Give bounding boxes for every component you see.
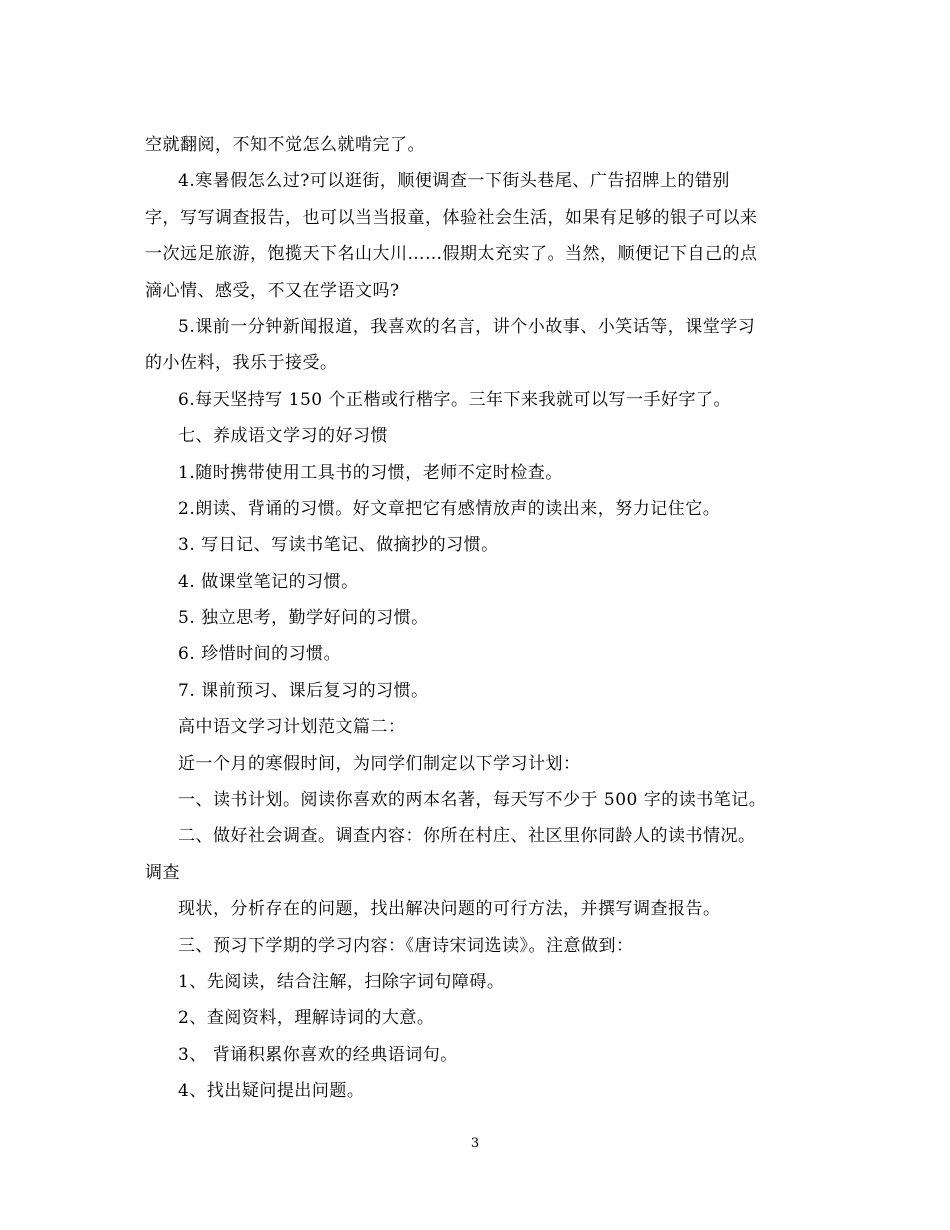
text-line: 字，写写调查报告，也可以当当报童，体验社会生活，如果有足够的银子可以来 <box>145 207 758 228</box>
list-item: 二、做好社会调查。调查内容：你所在村庄、社区里你同龄人的读书情况。 <box>178 826 756 847</box>
list-item: 7. 课前预习、课后复习的习惯。 <box>178 680 429 701</box>
text-line: 现状，分析存在的问题，找出解决问题的可行方法，并撰写调查报告。 <box>178 899 721 920</box>
list-item: 2.朗读、背诵的习惯。好文章把它有感情放声的读出来，努力记住它。 <box>178 498 721 519</box>
body-text <box>145 127 810 1110</box>
text-line: 滴心情、感受，不又在学语文吗? <box>145 280 400 301</box>
page-number: 3 <box>470 1136 480 1151</box>
list-item: 4、找出疑问提出问题。 <box>178 1081 365 1102</box>
list-item: 2、查阅资料，理解诗词的大意。 <box>178 1008 435 1029</box>
text-line: 一次远足旅游，饱揽天下名山大川……假期太充实了。当然，顺便记下自己的点 <box>145 244 758 265</box>
text-line: 的小佐料，我乐于接受。 <box>145 353 338 374</box>
list-item: 一、读书计划。阅读你喜欢的两本名著，每天写不少于 500 字的读书笔记。 <box>178 790 767 811</box>
list-item: 1.随时携带使用工具书的习惯，老师不定时检查。 <box>178 462 563 483</box>
list-item: 3. 写日记、写读书笔记、做摘抄的习惯。 <box>178 535 499 556</box>
text-line: 调查 <box>145 862 180 883</box>
list-item: 三、预习下学期的学习内容：《唐诗宋词选读》。注意做到： <box>178 935 634 956</box>
list-item: 1、先阅读，结合注解，扫除字词句障碍。 <box>178 971 505 992</box>
text-line: 5.课前一分钟新闻报道，我喜欢的名言，讲个小故事、小笑话等，课堂学习 <box>178 316 756 337</box>
list-item: 4. 做课堂笔记的习惯。 <box>178 571 359 592</box>
text-line: 4.寒暑假怎么过?可以逛街，顺便调查一下街头巷尾、广告招牌上的错别 <box>178 171 730 192</box>
section-heading: 高中语文学习计划范文篇二： <box>178 717 406 738</box>
list-item: 6. 珍惜时间的习惯。 <box>178 644 342 665</box>
section-heading: 七、养成语文学习的好习惯 <box>178 426 388 447</box>
text-line: 6.每天坚持写 150 个正楷或行楷字。三年下来我就可以写一手好字了。 <box>178 389 731 410</box>
text-line: 近一个月的寒假时间，为同学们制定以下学习计划： <box>178 753 581 774</box>
list-item: 5. 独立思考，勤学好问的习惯。 <box>178 608 429 629</box>
text-line: 空就翻阅，不知不觉怎么就啃完了。 <box>145 135 425 155</box>
list-item: 3、 背诵积累你喜欢的经典语词句。 <box>178 1044 458 1065</box>
